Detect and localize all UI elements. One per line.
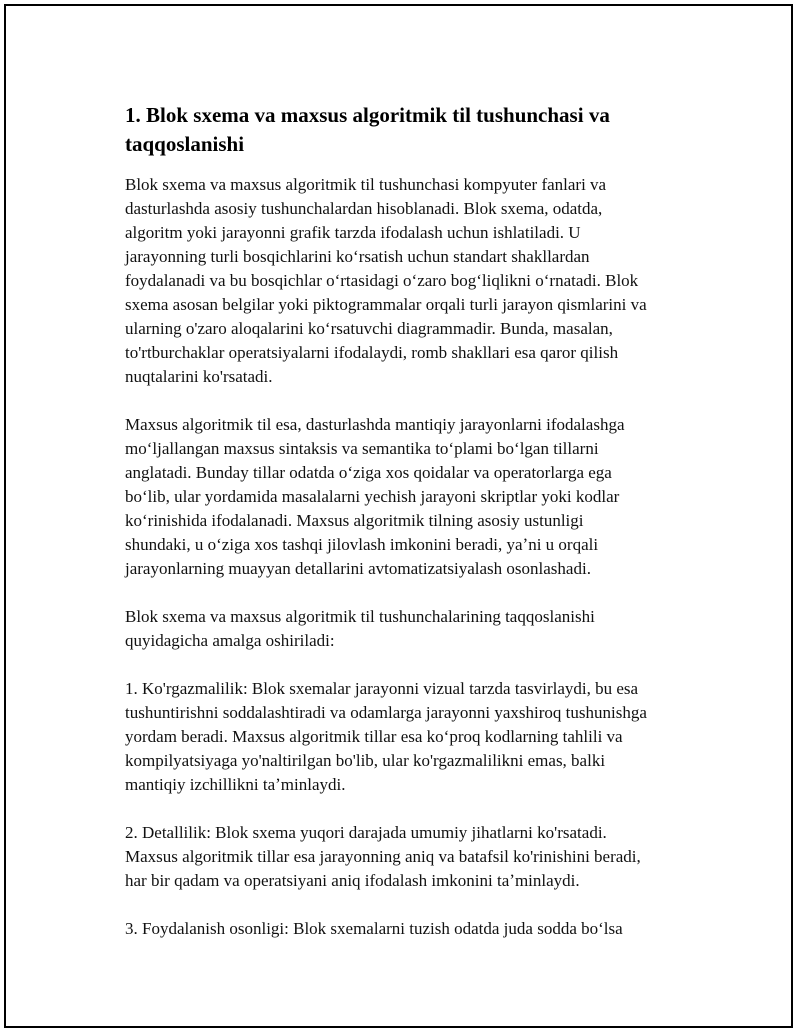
paragraph-point-2 [125, 821, 697, 893]
paragraph-block-sxema-intro [125, 173, 697, 389]
heading-line: taqqoslanishi [125, 132, 245, 156]
text-line: 2. Detallilik: Blok sxema yuqori darajada umumiy jihatlarni ko'rsatadi. [125, 823, 607, 842]
text-line: koʻrinishida ifodalanadi. Maxsus algoritmik tilning asosiy ustunligi [125, 511, 584, 530]
text-line: Blok sxema va maxsus algoritmik til tushunchasi kompyuter fanlari va [125, 175, 607, 194]
text-line: jarayonlarning muayyan detallarini avtomatizatsiyalash osonlashadi. [125, 559, 591, 578]
text-line: Maxsus algoritmik tillar esa jarayonning aniq va batafsil ko'rinishini beradi, [125, 847, 641, 866]
text-line: sxema asosan belgilar yoki piktogrammalar orqali turli jarayon qismlarini va [125, 295, 647, 314]
text-line: dasturlashda asosiy tushunchalardan hisoblanadi. Blok sxema, odatda, [125, 199, 603, 218]
text-line: jarayonning turli bosqichlarini koʻrsatish uchun standart shakllardan [125, 247, 590, 266]
text-line: 3. Foydalanish osonligi: Blok sxemalarni tuzish odatda juda sodda boʻlsa [125, 919, 623, 938]
heading-line: 1. Blok sxema va maxsus algoritmik til tushunchasi va [125, 103, 610, 127]
text-line: nuqtalarini ko'rsatadi. [125, 367, 273, 386]
text-line: algoritm yoki jarayonni grafik tarzda ifodalash uchun ishlatiladi. U [125, 223, 581, 242]
text-line: quyidagicha amalga oshiriladi: [125, 631, 335, 650]
text-line: Maxsus algoritmik til esa, dasturlashda mantiqiy jarayonlarni ifodalashga [125, 415, 625, 434]
text-line: to'rtburchaklar operatsiyalarni ifodalaydi, romb shakllari esa qaror qilish [125, 343, 619, 362]
text-line: ularning o'zaro aloqalarini koʻrsatuvchi diagrammadir. Bunda, masalan, [125, 319, 613, 338]
paragraph-point-1 [125, 677, 697, 797]
text-line: tushuntirishni soddalashtiradi va odamlarga jarayonni yaxshiroq tushunishga [125, 703, 647, 722]
text-line: foydalanadi va bu bosqichlar oʻrtasidagi oʻzaro bogʻliqlikni oʻrnatadi. Blok [125, 271, 639, 290]
text-line: shundaki, u oʻziga xos tashqi jilovlash imkonini beradi, yaʼni u orqali [125, 535, 599, 554]
paragraph-algoritmik-til [125, 413, 697, 581]
paragraph-comparison-intro [125, 605, 697, 653]
document-body [125, 101, 697, 965]
text-line: yordam beradi. Maxsus algoritmik tillar esa koʻproq kodlarning tahlili va [125, 727, 623, 746]
page-border [4, 4, 793, 1028]
text-line: anglatadi. Bunday tillar odatda oʻziga xos qoidalar va operatorlarga ega [125, 463, 612, 482]
text-line: mantiqiy izchillikni taʼminlaydi. [125, 775, 346, 794]
text-line: kompilyatsiyaga yo'naltirilgan bo'lib, ular ko'rgazmalilikni emas, balki [125, 751, 606, 770]
paragraph-point-3 [125, 917, 697, 941]
text-line: har bir qadam va operatsiyani aniq ifodalash imkonini taʼminlaydi. [125, 871, 580, 890]
text-line: 1. Ko'rgazmalilik: Blok sxemalar jarayonni vizual tarzda tasvirlaydi, bu esa [125, 679, 639, 698]
text-line: Blok sxema va maxsus algoritmik til tushunchalarining taqqoslanishi [125, 607, 595, 626]
section-heading [125, 101, 697, 159]
text-line: moʻljallangan maxsus sintaksis va semantika toʻplami boʻlgan tillarni [125, 439, 599, 458]
text-line: boʻlib, ular yordamida masalalarni yechish jarayoni skriptlar yoki kodlar [125, 487, 620, 506]
